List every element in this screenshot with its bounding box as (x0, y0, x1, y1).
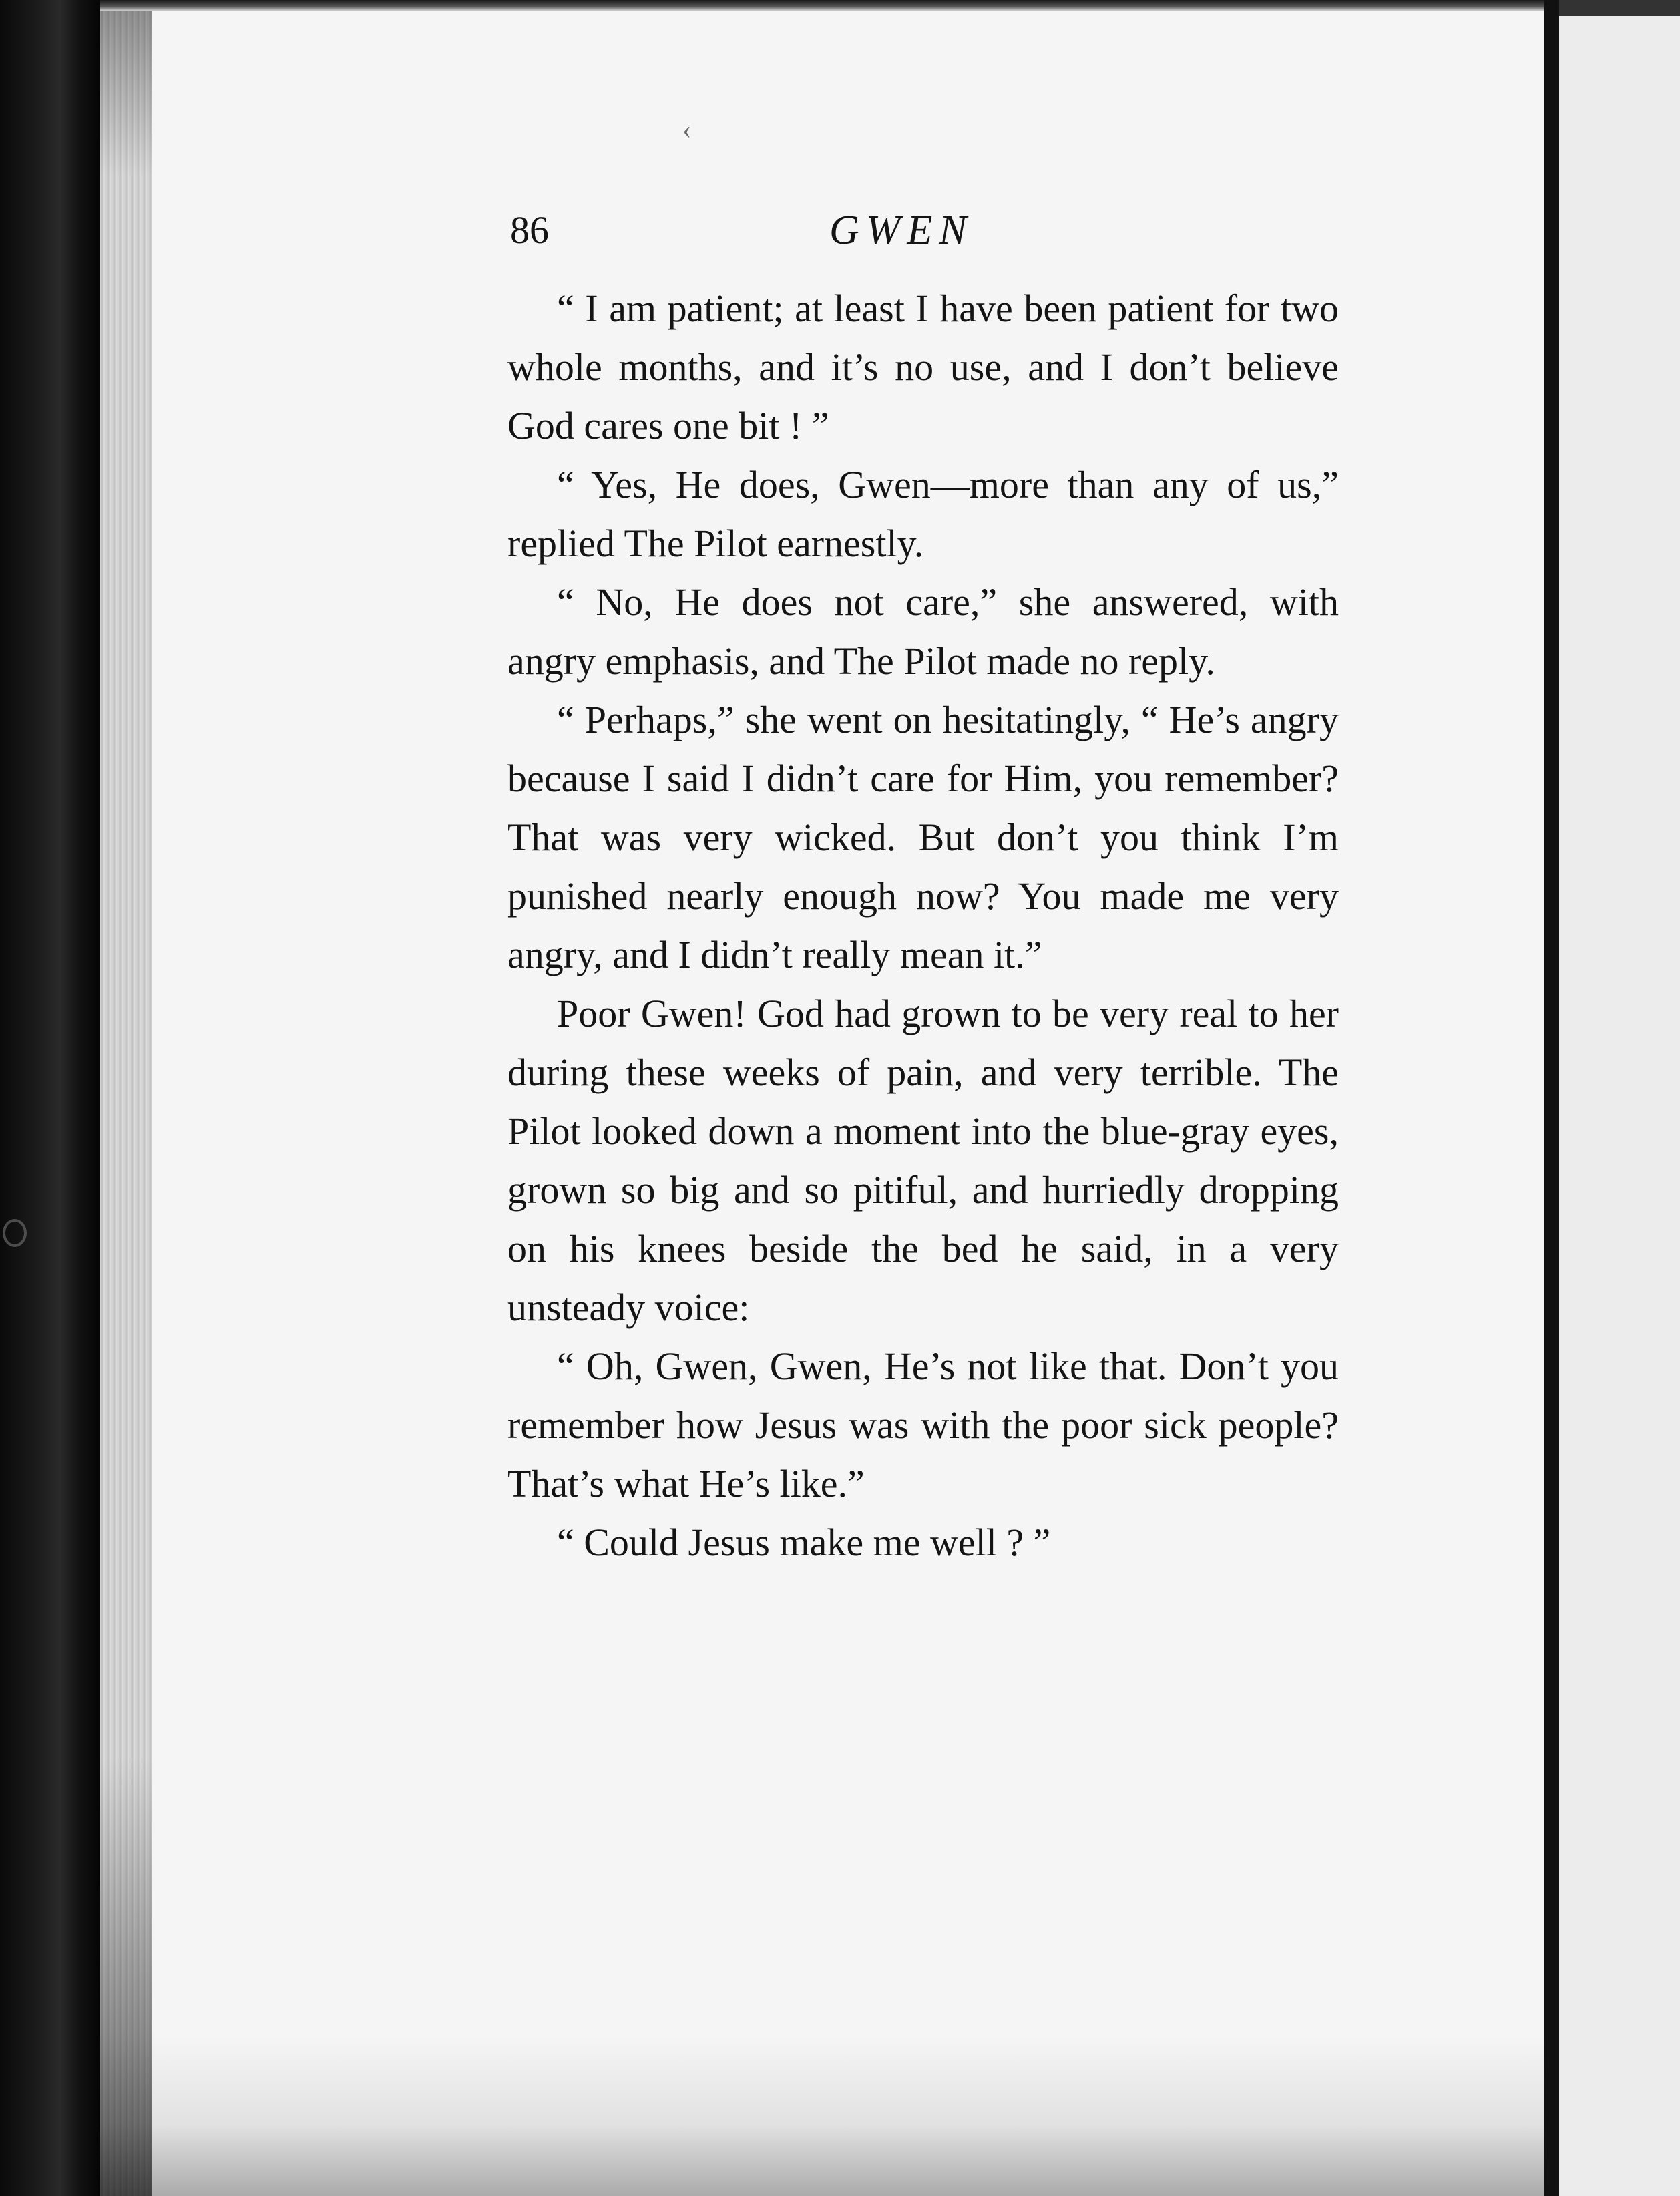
paragraph: “ No, He does not care,” she answered, with angry emphasis, and The Pilot made no reply. (507, 580, 1339, 683)
paragraph: Poor Gwen! God had grown to be very real to her during these weeks of pain, and very terrible. The Pilot looked down a moment into the blue-gray eyes, grown so big and so pitiful, and hurriedly dropping on his knees beside the bed he said, in a very unsteady voice: (507, 992, 1339, 1329)
paragraph: “ Yes, He does, Gwen—more than any of us,” replied The Pilot earnestly. (507, 463, 1339, 565)
running-title: GWEN (829, 208, 974, 253)
paragraph: “ I am patient; at least I have been patient for two whole months, and it’s no use, and I don’t believe God cares one bit ! ” (507, 287, 1339, 447)
facing-page-edge (1544, 0, 1559, 2196)
paragraph: “ Oh, Gwen, Gwen, He’s not like that. Don’t you remember how Jesus was with the poor sick people? That’s what He’s like.” (507, 1344, 1339, 1505)
body-text (507, 279, 1339, 1572)
binding-shadow (100, 0, 152, 2196)
page-bottom-shadow (100, 2036, 1546, 2196)
facing-page-margin (1559, 0, 1680, 2196)
scan-artifact-mark (3, 1219, 27, 1247)
dust-speck: ‹ (682, 114, 692, 144)
facing-page-top-shadow (1559, 0, 1680, 16)
paragraph: “ Perhaps,” she went on hesitatingly, “ He’s angry because I said I didn’t care for Him, you remember? That was very wicked. But don’t you think I’m punished nearly enough now? You made me very angry, and I didn’t really mean it.” (507, 698, 1339, 976)
paragraph: “ Could Jesus make me well ? ” (557, 1521, 1051, 1564)
running-head (510, 200, 1018, 260)
top-edge-shadow (100, 0, 1583, 11)
book-spine-edge (0, 0, 100, 2196)
page-number: 86 (510, 208, 549, 252)
